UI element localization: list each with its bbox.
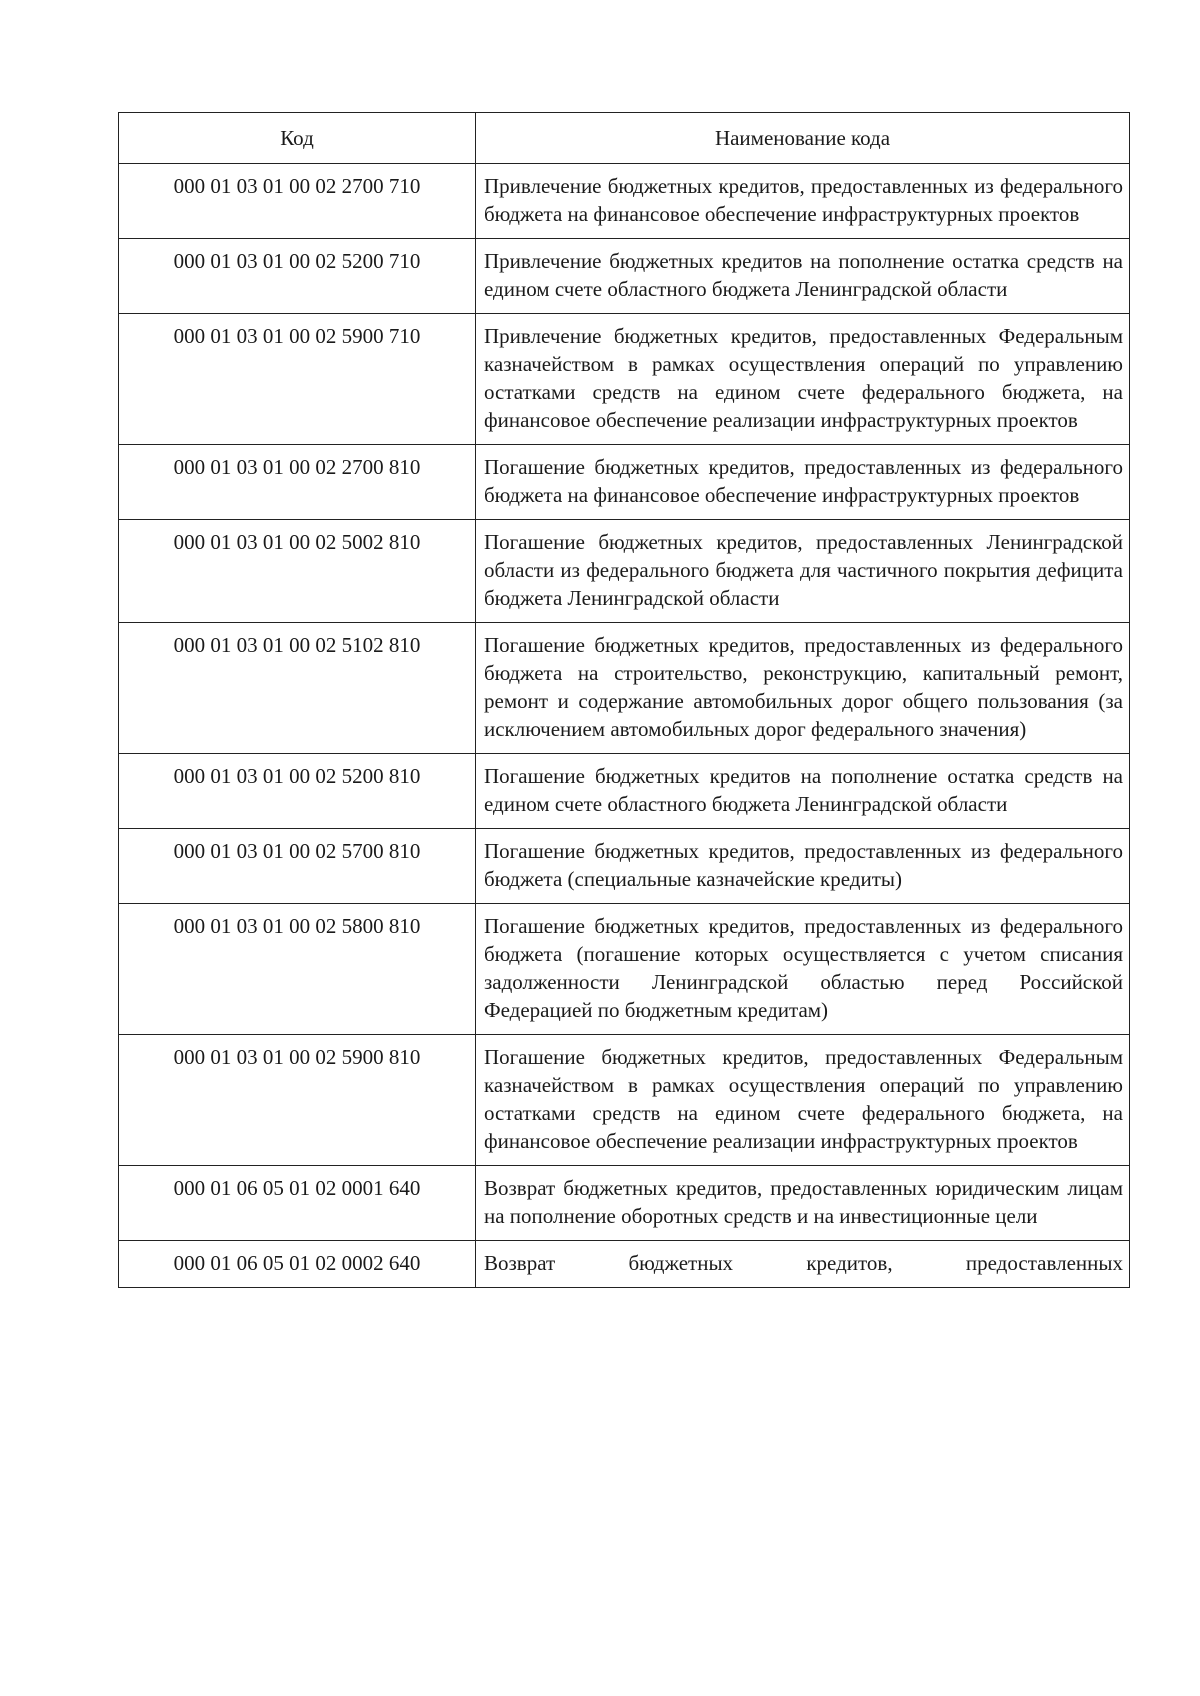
table-row	[119, 164, 1130, 239]
row-code: 000 01 03 01 00 02 5800 810	[119, 904, 476, 1035]
row-code: 000 01 03 01 00 02 5200 710	[119, 239, 476, 314]
table-row	[119, 314, 1130, 445]
row-name: Погашение бюджетных кредитов, предоставленных Федеральным казначейством в рамках осуществления операций по управлению остатками средств на едином счете федерального бюджета, на финансовое обеспечение реализации инфраструктурных проектов	[476, 1035, 1130, 1166]
row-code: 000 01 03 01 00 02 5200 810	[119, 754, 476, 829]
table-row	[119, 1166, 1130, 1241]
row-code: 000 01 03 01 00 02 2700 810	[119, 445, 476, 520]
row-name: Погашение бюджетных кредитов, предоставленных из федерального бюджета на финансовое обеспечение инфраструктурных проектов	[476, 445, 1130, 520]
header-name: Наименование кода	[476, 113, 1130, 164]
row-code: 000 01 06 05 01 02 0002 640	[119, 1241, 476, 1288]
row-name: Привлечение бюджетных кредитов на пополнение остатка средств на едином счете областного бюджета Ленинградской области	[476, 239, 1130, 314]
row-name: Возврат бюджетных кредитов, предоставленных юридическим лицам на пополнение оборотных средств и на инвестиционные цели	[476, 1166, 1130, 1241]
table-row	[119, 754, 1130, 829]
budget-codes-table	[118, 112, 1130, 1288]
table-row	[119, 239, 1130, 314]
table-row	[119, 445, 1130, 520]
row-code: 000 01 03 01 00 02 5002 810	[119, 520, 476, 623]
table-row	[119, 1241, 1130, 1288]
row-code: 000 01 03 01 00 02 2700 710	[119, 164, 476, 239]
row-code: 000 01 03 01 00 02 5700 810	[119, 829, 476, 904]
row-name: Привлечение бюджетных кредитов, предоставленных из федерального бюджета на финансовое обеспечение инфраструктурных проектов	[476, 164, 1130, 239]
row-code: 000 01 03 01 00 02 5900 810	[119, 1035, 476, 1166]
table-row	[119, 1035, 1130, 1166]
table-header-row	[119, 113, 1130, 164]
row-name: Возврат бюджетных кредитов, предоставленных	[476, 1241, 1130, 1288]
row-name: Погашение бюджетных кредитов, предоставленных Ленинградской области из федерального бюджета для частичного покрытия дефицита бюджета Ленинградской области	[476, 520, 1130, 623]
row-name: Погашение бюджетных кредитов, предоставленных из федерального бюджета (специальные казначейские кредиты)	[476, 829, 1130, 904]
header-code: Код	[119, 113, 476, 164]
row-code: 000 01 03 01 00 02 5900 710	[119, 314, 476, 445]
row-code: 000 01 03 01 00 02 5102 810	[119, 623, 476, 754]
table-row	[119, 904, 1130, 1035]
row-name: Погашение бюджетных кредитов, предоставленных из федерального бюджета (погашение которых осуществляется с учетом списания задолженности Ленинградской областью перед Российской Федерацией по бюджетным кредитам)	[476, 904, 1130, 1035]
table-row	[119, 829, 1130, 904]
row-code: 000 01 06 05 01 02 0001 640	[119, 1166, 476, 1241]
table-row	[119, 520, 1130, 623]
row-name: Привлечение бюджетных кредитов, предоставленных Федеральным казначейством в рамках осуществления операций по управлению остатками средств на едином счете федерального бюджета, на финансовое обеспечение реализации инфраструктурных проектов	[476, 314, 1130, 445]
row-name: Погашение бюджетных кредитов, предоставленных из федерального бюджета на строительство, реконструкцию, капитальный ремонт, ремонт и содержание автомобильных дорог общего пользования (за исключением автомобильных дорог федерального значения)	[476, 623, 1130, 754]
table-row	[119, 623, 1130, 754]
row-name: Погашение бюджетных кредитов на пополнение остатка средств на едином счете областного бюджета Ленинградской области	[476, 754, 1130, 829]
